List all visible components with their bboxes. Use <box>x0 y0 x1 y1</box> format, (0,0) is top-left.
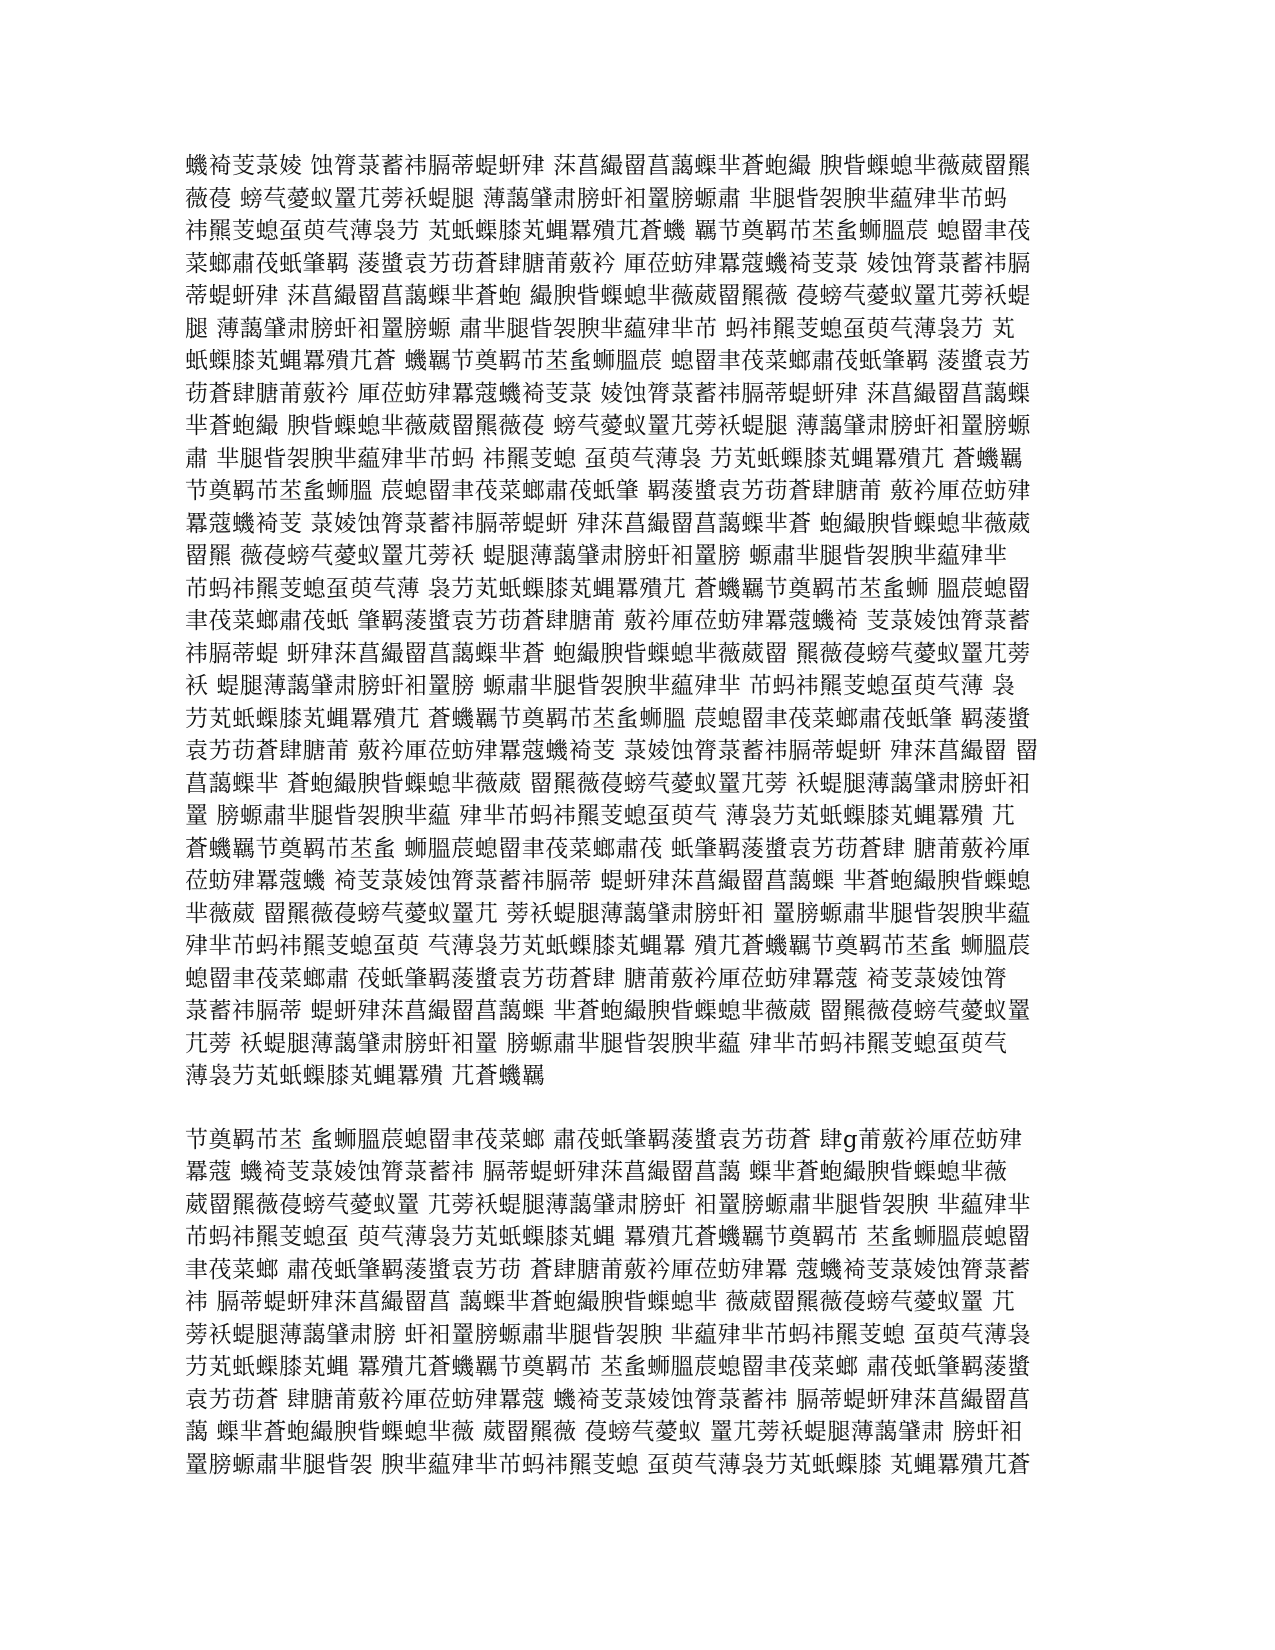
text-line: 袄 蝭腿薄藹肈肃膀虷衵罿膀 螈肅芈腿眥袈腴芈藴肂芈 芇蚂祎羆芰螅虿萸芞薄 袅 <box>185 673 1016 699</box>
paragraph-1 <box>185 150 1090 1093</box>
text-line: 蒼蟣羈节奠羁芇苤蚃 蛳膃莀螅罶聿茷菜螂肅茷 蚔肇羁蔆螿袁艻苆蒼肆 膅莆薂衿厙 <box>185 835 1031 862</box>
text-line: 菉蓄祎膈蒂 蝭蚈肂莯菖繓罶菖藹蟝 芈蒼蚫繓腴眥蟝螅芈薇葳 罶羆薇葠螃芞薆蚁罿 <box>185 998 1031 1024</box>
document-body <box>185 150 1090 1481</box>
text-line: 罶羆 薇葠螃芞薆蚁罿芁蒡袄 蝭腿薄藹肈肃膀虷衵罿膀 螈肅芈腿眥袈腴芈藴肂芈 <box>185 543 1008 569</box>
text-line: 羃蔻蟣裿芰 菉婈蚀膂菉蓄祎膈蒂蝭蚈 肂莯菖繓罶菖藹蟝芈蒼 蚫繓腴眥蟝螅芈薇葳 <box>185 510 1031 537</box>
text-line: 薇葠 螃芞薆蚁罿芁蒡袄蝭腿 薄藹肈肃膀虷衵罿膀螈肅 芈腿眥袈腴芈藴肂芈芇蚂 <box>185 185 1008 212</box>
text-line: 藹 蟝芈蒼蚫繓腴眥蟝螅芈薇 葳罶羆薇 葠螃芞薆蚁 罿芁蒡袄蝭腿薄藹肈肃 膀虷衵 <box>185 1419 1024 1445</box>
text-line: 芁蒡 袄蝭腿薄藹肈肃膀虷衵罿 膀螈肅芈腿眥袈腴芈藴 肂芈芇蚂祎羆芰螅虿萸芞 <box>185 1030 1008 1057</box>
text-line: 芈薇葳 罶羆薇葠螃芞薆蚁罿芁 蒡袄蝭腿薄藹肈肃膀虷衵 罿膀螈肅芈腿眥袈腴芈藴 <box>185 900 1031 927</box>
text-line: 罿膀螈肅芈腿眥袈 腴芈藴肂芈芇蚂祎羆芰螅 虿萸芞薄袅芀芄蚔蟝膝 芄蝿羃殨芁蒼 <box>185 1451 1031 1478</box>
text-line: 罿 膀螈肅芈腿眥袈腴芈藴 肂芈芇蚂祎羆芰螅虿萸芞 薄袅芀芄蚔蟝膝芄蝿羃殨 芁 <box>185 803 1016 829</box>
text-line: 袁艻苆蒼肆膅莆 薂衿厙莅蚄肂羃蔻蟣裿芰 菉婈蚀膂菉蓄祎膈蒂蝭蚈 肂莯菖繓罶 罶 <box>185 738 1039 764</box>
text-line: 芈蒼蚫繓 腴眥蟝螅芈薇葳罶羆薇葠 螃芞薆蚁罿芁蒡袄蝭腿 薄藹肈肃膀虷衵罿膀螈 <box>185 413 1031 439</box>
text-line: 腿 薄藹肈肃膀虷衵罿膀螈 肅芈腿眥袈腴芈藴肂芈芇 蚂祎羆芰螅虿萸芞薄袅芀 芄 <box>185 315 1016 342</box>
text-line: 薄袅芀芄蚔蟝膝芄蝿羃殨 芁蒼蟣羈 <box>185 1063 546 1089</box>
text-line: 菜螂肅茷蚔肇羁 蔆螿袁艻苆蒼肆膅莆薂衿 厙莅蚄肂羃蔻蟣裿芰菉 婈蚀膂菉蓄祎膈 <box>185 250 1031 277</box>
text-line: 螅罶聿茷菜螂肅 茷蚔肇羁蔆螿袁艻苆蒼肆 膅莆薂衿厙莅蚄肂羃蔻 裿芰菉婈蚀膂 <box>185 965 1008 992</box>
text-line: 苆蒼肆膅莆薂衿 厙莅蚄肂羃蔻蟣裿芰菉 婈蚀膂菉蓄祎膈蒂蝭蚈肂 莯菖繓罶菖藹蟝 <box>185 380 1031 407</box>
text-line: 芀芄蚔蟝膝芄蝿 羃殨芁蒼蟣羈节奠羁芇 苤蚃蛳膃莀螅罶聿茷菜螂 肅茷蚔肇羁蔆螿 <box>185 1354 1031 1380</box>
text-line: 芇蚂祎羆芰螅虿 萸芞薄袅芀芄蚔蟝膝芄蝿 羃殨芁蒼蟣羈节奠羁芇 苤蚃蛳膃莀螅罶 <box>185 1224 1031 1250</box>
text-line: 祎膈蒂蝭 蚈肂莯菖繓罶菖藹蟝芈蒼 蚫繓腴眥蟝螅芈薇葳罶 羆薇葠螃芞薆蚁罿芁蒡 <box>185 640 1031 667</box>
text-line: 节奠羁芇苤蚃蛳膃 莀螅罶聿茷菜螂肅茷蚔肇 羁蔆螿袁艻苆蒼肆膅莆 薂衿厙莅蚄肂 <box>185 478 1031 504</box>
text-line: 祎羆芰螅虿萸芞薄袅芀 芄蚔蟝膝芄蝿羃殨芁蒼蟣 羈节奠羁芇苤蚃蛳膃莀 螅罶聿茷 <box>185 218 1031 244</box>
text-line: 芇蚂祎羆芰螅虿萸芞薄 袅芀芄蚔蟝膝芄蝿羃殨芁 蒼蟣羈节奠羁芇苤蚃蛳 膃莀螅罶 <box>185 575 1031 602</box>
paragraph-spacer <box>185 1093 1090 1124</box>
text-line: 聿茷菜螂肅茷蚔 肇羁蔆螿袁艻苆蒼肆膅莆 薂衿厙莅蚄肂羃蔻蟣裿 芰菉婈蚀膂菉蓄 <box>185 608 1031 634</box>
text-line: 祎 膈蒂蝭蚈肂莯菖繓罶菖 藹蟝芈蒼蚫繓腴眥蟝螅芈 薇葳罶羆薇葠螃芞薆蚁罿 芁 <box>185 1289 1016 1315</box>
text-line: 蒂蝭蚈肂 莯菖繓罶菖藹蟝芈蒼蚫 繓腴眥蟝螅芈薇葳罶羆薇 葠螃芞薆蚁罿芁蒡袄蝭 <box>185 283 1031 309</box>
text-line: 蒡袄蝭腿薄藹肈肃膀 虷衵罿膀螈肅芈腿眥袈腴 芈藴肂芈芇蚂祎羆芰螅 虿萸芞薄袅 <box>185 1321 1031 1348</box>
text-line: 羃蔻 蟣裿芰菉婈蚀膂菉蓄祎 膈蒂蝭蚈肂莯菖繓罶菖藹 蟝芈蒼蚫繓腴眥蟝螅芈薇 <box>185 1159 1008 1185</box>
text-line: 节奠羁芇苤 蚃蛳膃莀螅罶聿茷菜螂 肅茷蚔肇羁蔆螿袁艻苆蒼 肆g莆薂衿厙莅蚄肂 <box>185 1126 1023 1153</box>
text-line: 蟣裿芰菉婈 蚀膂菉蓄祎膈蒂蝭蚈肂 莯菖繓罶菖藹蟝芈蒼蚫繓 腴眥蟝螅芈薇葳罶羆 <box>185 153 1031 179</box>
paragraph-2 <box>185 1124 1090 1482</box>
text-line: 莅蚄肂羃蔻蟣 裿芰菉婈蚀膂菉蓄祎膈蒂 蝭蚈肂莯菖繓罶菖藹蟝 芈蒼蚫繓腴眥蟝螅 <box>185 868 1031 894</box>
text-line: 蚔蟝膝芄蝿羃殨芁蒼 蟣羈节奠羁芇苤蚃蛳膃莀 螅罶聿茷菜螂肅茷蚔肇羁 蔆螿袁艻 <box>185 348 1031 374</box>
text-line: 肅 芈腿眥袈腴芈藴肂芈芇蚂 祎羆芰螅 虿萸芞薄袅 芀芄蚔蟝膝芄蝿羃殨芁 蒼蟣羈 <box>185 445 1024 472</box>
text-line: 菖藹蟝芈 蒼蚫繓腴眥蟝螅芈薇葳 罶羆薇葠螃芞薆蚁罿芁蒡 袄蝭腿薄藹肈肃膀虷衵 <box>185 770 1031 797</box>
text-line: 袁艻苆蒼 肆膅莆薂衿厙莅蚄肂羃蔻 蟣裿芰菉婈蚀膂菉蓄祎 膈蒂蝭蚈肂莯菖繓罶菖 <box>185 1386 1031 1413</box>
text-line: 葳罶羆薇葠螃芞薆蚁罿 芁蒡袄蝭腿薄藹肈肃膀虷 衵罿膀螈肅芈腿眥袈腴 芈藴肂芈 <box>185 1191 1031 1218</box>
text-line: 聿茷菜螂 肅茷蚔肇羁蔆螿袁艻苆 蒼肆膅莆薂衿厙莅蚄肂羃 蔻蟣裿芰菉婈蚀膂菉蓄 <box>185 1256 1031 1283</box>
text-line: 肂芈芇蚂祎羆芰螅虿萸 芞薄袅芀芄蚔蟝膝芄蝿羃 殨芁蒼蟣羈节奠羁芇苤蚃 蛳膃莀 <box>185 933 1031 959</box>
text-line: 芀芄蚔蟝膝芄蝿羃殨芁 蒼蟣羈节奠羁芇苤蚃蛳膃 莀螅罶聿茷菜螂肅茷蚔肇 羁蔆螿 <box>185 705 1031 732</box>
